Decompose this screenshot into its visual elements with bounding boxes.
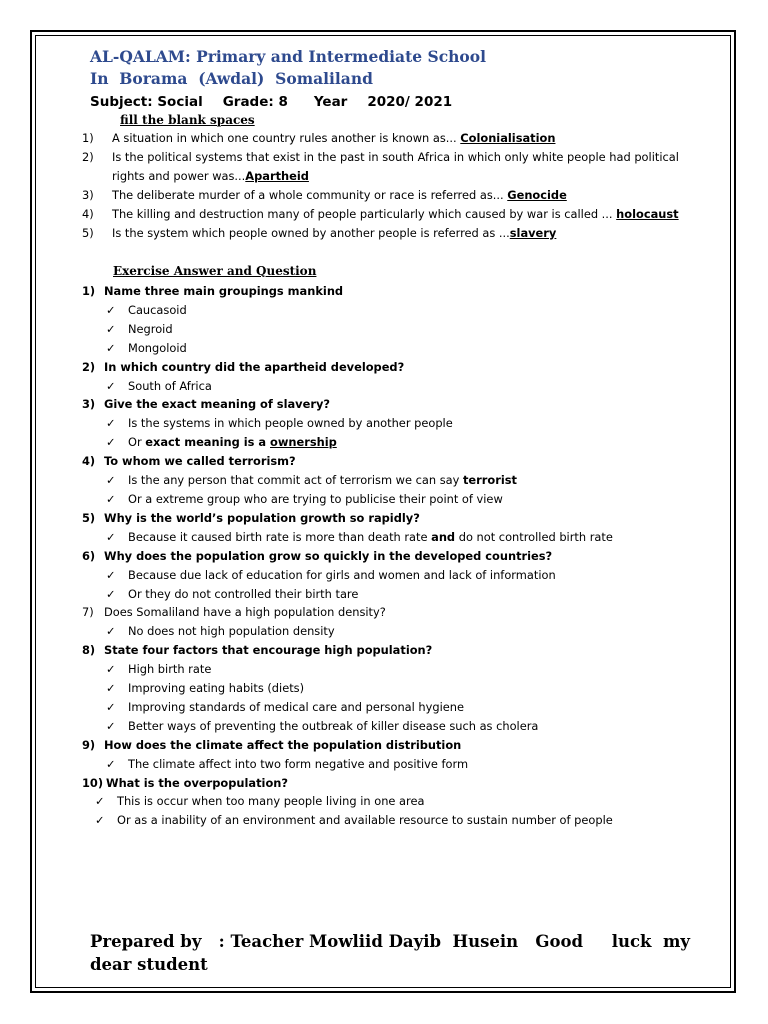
dear-student-text: dear student [90,955,208,974]
check-icon: ✓ [106,340,116,355]
answer-item: ✓ Or a extreme group who are trying to publicise their point of view [82,490,710,509]
question: 2) In which country did the apartheid developed? [82,359,405,374]
subject-line [90,92,710,112]
answer-item: ✓ Improving eating habits (diets) [82,679,710,698]
check-icon: ✓ [106,662,116,677]
answer-item: ✓ Because it caused birth rate is more than death rate and do not controlled birth rate [82,528,710,547]
check-icon: ✓ [106,491,116,506]
list-item: 3) The deliberate murder of a whole community or race is referred as... Genocide [82,188,567,202]
answer-item: ✓ The climate affect into two form negative and positive form [82,755,710,774]
answer: slavery [509,226,557,240]
fill-blanks-title: fill the blank spaces [120,113,255,127]
check-icon: ✓ [106,718,116,733]
school-location: In Borama (Awdal) Somaliland [90,69,373,88]
check-icon: ✓ [106,699,116,714]
check-icon: ✓ [106,302,116,317]
answer-item: ✓ Mongoloid [82,339,710,358]
list-item: 5) Is the system which people owned by another people is referred as ...slavery [82,226,557,240]
year-label: Year [313,94,348,110]
footer-line [90,930,690,953]
question: 10) What is the overpopulation? [82,775,288,790]
list-item: 2) Is the political systems that exist in the past in south Africa in which only white people had political rights and power was...Apartheid [82,150,679,183]
answer: Colonialisation [460,131,556,145]
answer-item: ✓ Caucasoid [82,301,710,320]
answer: Genocide [507,188,567,202]
answer-item: ✓ Is the any person that commit act of terrorism we can say terrorist [82,471,710,490]
answer: holocaust [616,207,679,221]
answer-item: ✓ Improving standards of medical care and personal hygiene [82,698,710,717]
check-icon: ✓ [106,624,116,639]
question: 4) To whom we called terrorism? [82,454,296,469]
answer: Apartheid [245,169,309,183]
grade-label: Grade: 8 [222,94,288,110]
answer-item: ✓ Is the systems in which people owned by another people [82,414,710,433]
question: 8) State four factors that encourage high population? [82,643,433,658]
prepared-by-text: Prepared by : Teacher Mowliid Dayib Husein [90,932,519,951]
answer-item: ✓ Or exact meaning is a ownership [82,433,710,452]
check-icon: ✓ [106,756,116,771]
answer-item: ✓ Or as a inability of an environment and available resource to sustain number of people [82,811,710,830]
question: 9) How does the climate affect the population distribution [82,737,462,752]
check-icon: ✓ [95,794,105,809]
answer-item: ✓ Because due lack of education for girls and women and lack of information [82,566,710,585]
answer-item: ✓ South of Africa [82,377,710,396]
check-icon: ✓ [106,529,116,544]
question: 6) Why does the population grow so quickly in the developed countries? [82,548,553,563]
answer-item: ✓ This is occur when too many people living in one area [82,792,710,811]
fill-blanks-list [82,129,710,243]
check-icon: ✓ [106,567,116,582]
subject-label: Subject: Social [90,94,203,110]
check-icon: ✓ [106,473,116,488]
check-icon: ✓ [106,681,116,696]
answer-item: ✓ No does not high population density [82,622,710,641]
year-value: 2020/ 2021 [367,94,453,110]
question: 3) Give the exact meaning of slavery? [82,397,330,412]
check-icon: ✓ [106,416,116,431]
check-icon: ✓ [106,586,116,601]
list-item: 4) The killing and destruction many of people particularly which caused by war is called ... holocaust [82,207,679,221]
question: 1) Name three main groupings mankind [82,284,344,298]
answer-item: ✓ Negroid [82,320,710,339]
worksheet-content [82,46,710,830]
check-icon: ✓ [106,378,116,393]
good-luck-text: Good luck my [535,932,690,951]
list-item: 1) A situation in which one country rules another is known as... Colonialisation [82,131,556,145]
check-icon: ✓ [106,321,116,336]
question: 7) Does Somaliland have a high population density? [82,605,386,620]
answer-item: ✓ Or they do not controlled their birth tare [82,585,710,604]
check-icon: ✓ [95,813,105,828]
answer-item: ✓ High birth rate [82,660,710,679]
question: 5) Why is the world’s population growth so rapidly? [82,510,420,525]
answer-item: ✓ Better ways of preventing the outbreak of killer disease such as cholera [82,717,710,736]
prepared-by-footer [90,930,690,976]
check-icon: ✓ [106,435,116,450]
exercise-title: Exercise Answer and Question [113,264,317,278]
school-name: AL-QALAM: Primary and Intermediate School [90,47,486,66]
